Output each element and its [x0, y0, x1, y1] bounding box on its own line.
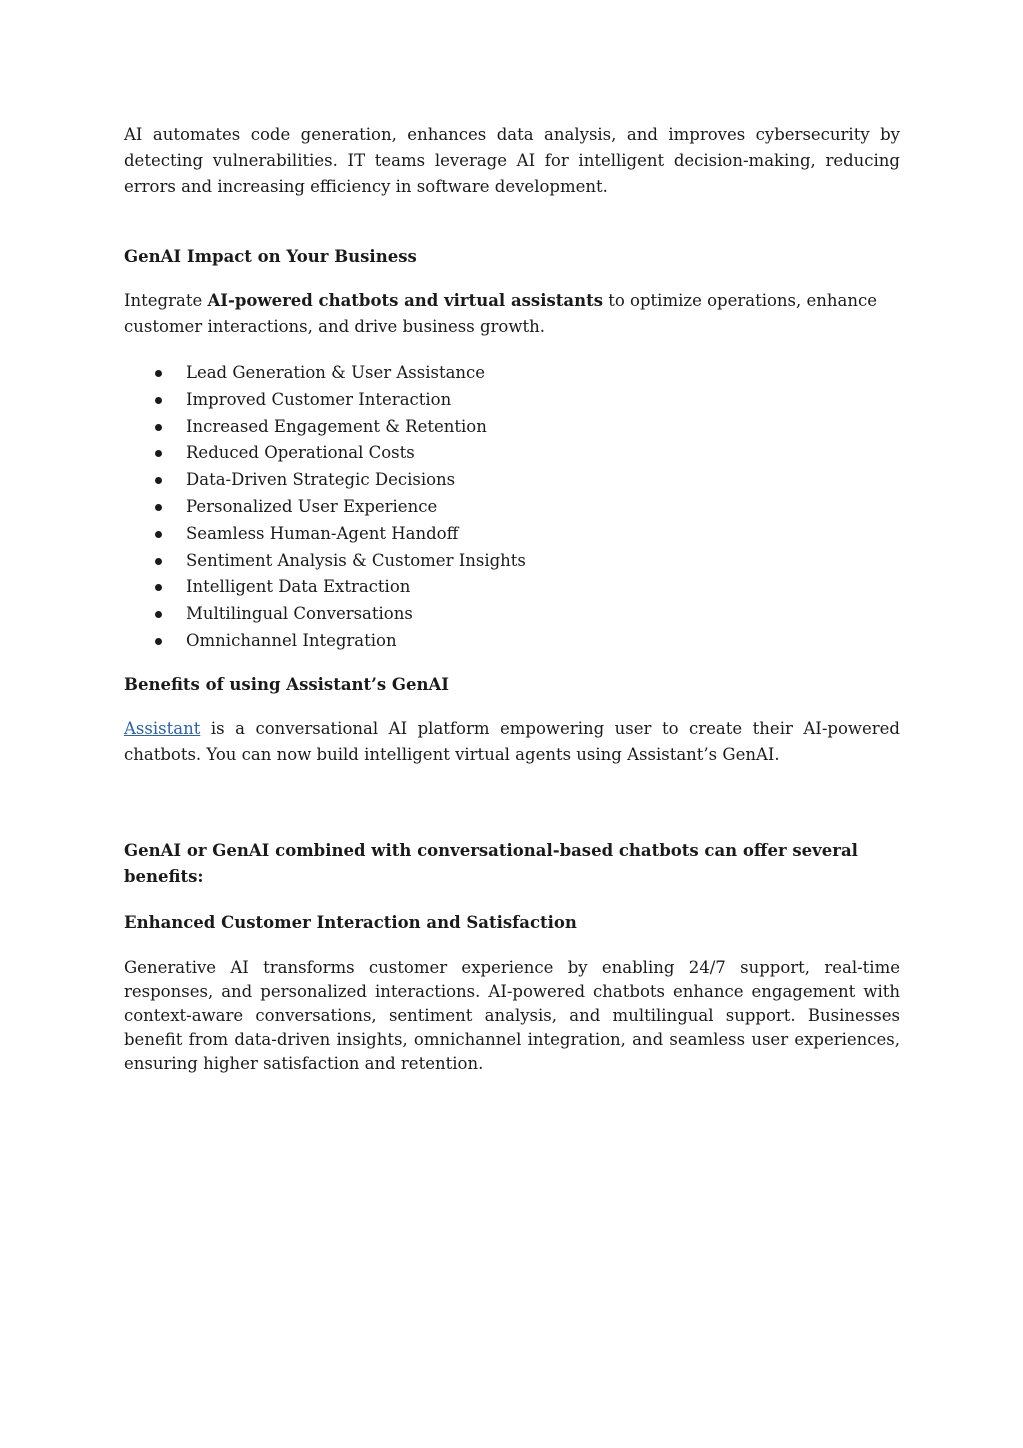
combined-heading: GenAI or GenAI combined with conversational-based chatbots can offer several benefits:: [124, 840, 858, 886]
impact-lead-bold: AI-powered chatbots and virtual assistants: [207, 291, 603, 310]
impact-lead-suffix: to optimize operations, enhance customer interactions, and drive business growth.: [124, 291, 877, 336]
list-item: [124, 360, 900, 387]
list-item-text: Increased Engagement & Retention: [186, 416, 487, 436]
document-page: [124, 122, 900, 1076]
list-item-text: Intelligent Data Extraction: [186, 577, 411, 597]
impact-benefits-list: [124, 360, 900, 655]
benefits-paragraph: [124, 716, 900, 768]
bullet-icon: [155, 477, 162, 484]
list-item-text: Improved Customer Interaction: [186, 389, 452, 409]
list-item-text: Personalized User Experience: [186, 496, 438, 516]
list-item: [124, 494, 900, 521]
list-item: [124, 414, 900, 441]
bullet-icon: [155, 584, 162, 591]
bullet-icon: [155, 424, 162, 431]
impact-lead-paragraph: [124, 288, 900, 340]
bullet-icon: [155, 450, 162, 457]
list-item: [124, 467, 900, 494]
bullet-icon: [155, 638, 162, 645]
bullet-icon: [155, 504, 162, 511]
list-item: [124, 628, 900, 655]
list-item-text: Data-Driven Strategic Decisions: [186, 470, 456, 490]
intro-paragraph: AI automates code generation, enhances data analysis, and improves cybersecurity by detecting vulnerabilities. IT teams leverage AI for intelligent decision-making, reducing errors and increasing efficiency in software development.: [124, 125, 900, 196]
assistant-link[interactable]: Assistant: [124, 718, 201, 738]
list-item: [124, 574, 900, 601]
enhanced-paragraph: Generative AI transforms customer experience by enabling 24/7 support, real-time responses, and personalized interactions. AI-powered chatbots enhance engagement with context-aware conversations, sentiment analysis, and multilingual support. Businesses benefit from data-driven insights, omnichannel integration, and seamless user experiences, ensuring higher satisfaction and retention.: [124, 957, 900, 1073]
impact-heading: GenAI Impact on Your Business: [124, 247, 417, 266]
list-item: [124, 387, 900, 414]
list-item: [124, 521, 900, 548]
enhanced-heading: Enhanced Customer Interaction and Satisfaction: [124, 912, 577, 932]
list-item-text: Omnichannel Integration: [186, 630, 397, 650]
bullet-icon: [155, 397, 162, 404]
list-item: [124, 440, 900, 467]
list-item: [124, 601, 900, 628]
list-item-text: Sentiment Analysis & Customer Insights: [186, 550, 526, 570]
bullet-icon: [155, 558, 162, 565]
bullet-icon: [155, 531, 162, 538]
benefits-paragraph-text: is a conversational AI platform empowering user to create their AI-powered chatbots. You can now build intelligent virtual agents using Assistant’s GenAI.: [124, 718, 900, 764]
bullet-icon: [155, 611, 162, 618]
list-item: [124, 548, 900, 575]
bullet-icon: [155, 370, 162, 377]
list-item-text: Multilingual Conversations: [186, 604, 413, 624]
list-item-text: Reduced Operational Costs: [186, 443, 415, 463]
list-item-text: Seamless Human-Agent Handoff: [186, 523, 459, 543]
benefits-heading: Benefits of using Assistant’s GenAI: [124, 674, 450, 694]
list-item-text: Lead Generation & User Assistance: [186, 363, 486, 382]
impact-lead-prefix: Integrate: [124, 291, 208, 310]
